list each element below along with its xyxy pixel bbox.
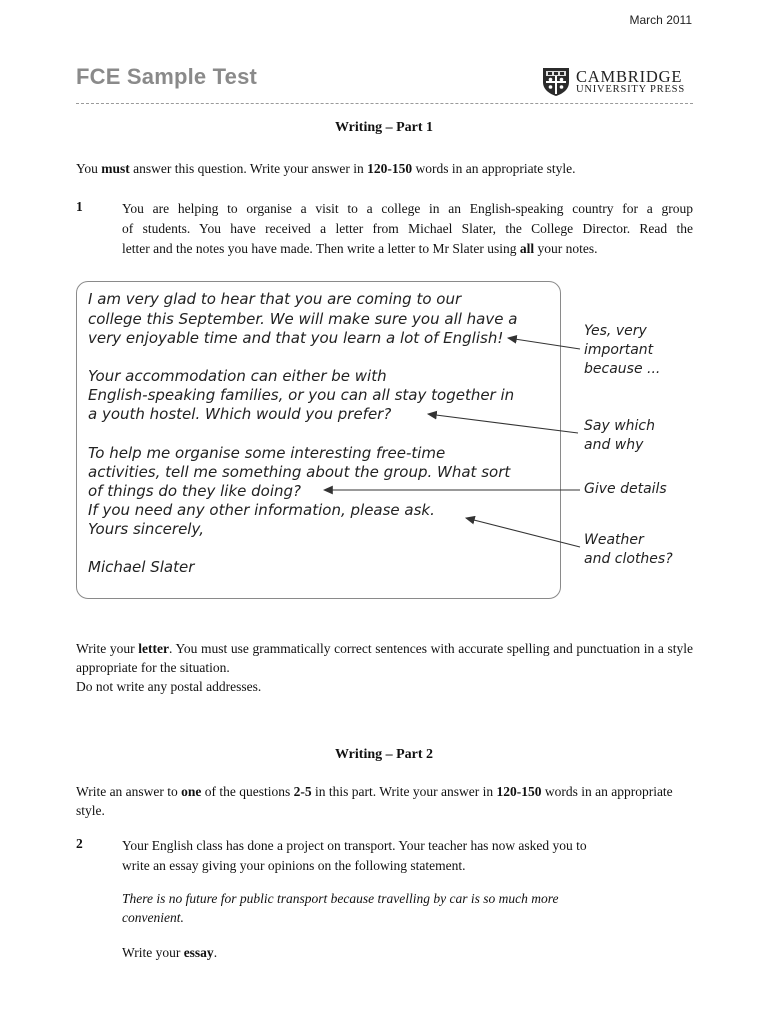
header-divider	[76, 103, 693, 104]
page-title: FCE Sample Test	[76, 64, 258, 89]
part2-instruction: Write an answer to one of the questions 2-5 in this part. Write your answer in 120-150 words in an appropriate style.	[76, 784, 673, 818]
logo-name: CAMBRIDGE	[576, 67, 683, 86]
letter-line: English-speaking families, or you can all stay together in	[88, 386, 515, 404]
postal-note: Do not write any postal addresses.	[76, 679, 262, 694]
essay-statement: There is no future for public transport because travelling by car is so much more convenient.	[122, 891, 559, 925]
part2-heading: Writing – Part 2	[334, 747, 434, 762]
question-number-1: 1	[76, 199, 83, 214]
letter-line: a youth hostel. Which would you prefer?	[88, 405, 392, 423]
publisher-logo	[542, 67, 694, 99]
question-1-text: You are helping to organise a visit to a college in an English-speaking country for a group of students. You have received a letter from Michael Slater, the College Director. Read the letter and the notes you have made. Then write a letter to Mr Slater using all your notes.	[122, 201, 693, 256]
letter-line: If you need any other information, please ask.	[88, 501, 435, 519]
letter-line: very enjoyable time and that you learn a lot of English!	[88, 329, 504, 347]
letter-line: college this September. We will make sure you all have a	[88, 310, 518, 328]
letter-signature: Michael Slater	[88, 558, 195, 576]
question-2-text: Your English class has done a project on transport. Your teacher has now asked you to write an essay giving your opinions on the following statement.	[122, 838, 587, 873]
note-4: Weather and clothes?	[584, 532, 673, 567]
question-number-2: 2	[76, 836, 83, 851]
letter-instructions: Write your letter. You must use grammatically correct sentences with accurate spelling and punctuation in a style appropriate for the situation.	[76, 641, 693, 675]
letter-line: Your accommodation can either be with	[88, 367, 387, 385]
letter-line: activities, tell me something about the group. What sort	[88, 463, 511, 481]
part1-instruction: You must answer this question. Write your answer in 120-150 words in an appropriate style.	[76, 161, 576, 176]
crest-icon	[542, 67, 570, 97]
logo-subtitle: UNIVERSITY PRESS	[576, 84, 685, 95]
letter-line: I am very glad to hear that you are coming to our	[88, 290, 462, 308]
letter-line: Yours sincerely,	[88, 520, 204, 538]
note-1: Yes, very important because ...	[584, 323, 661, 377]
note-2: Say which and why	[584, 418, 655, 453]
letter-line: To help me organise some interesting free-time	[88, 444, 446, 462]
date-label: March 2011	[629, 13, 692, 27]
part1-heading: Writing – Part 1	[334, 120, 434, 135]
essay-instruction: Write your essay.	[122, 945, 218, 960]
letter-line: of things do they like doing?	[88, 482, 301, 500]
note-3: Give details	[584, 481, 667, 497]
